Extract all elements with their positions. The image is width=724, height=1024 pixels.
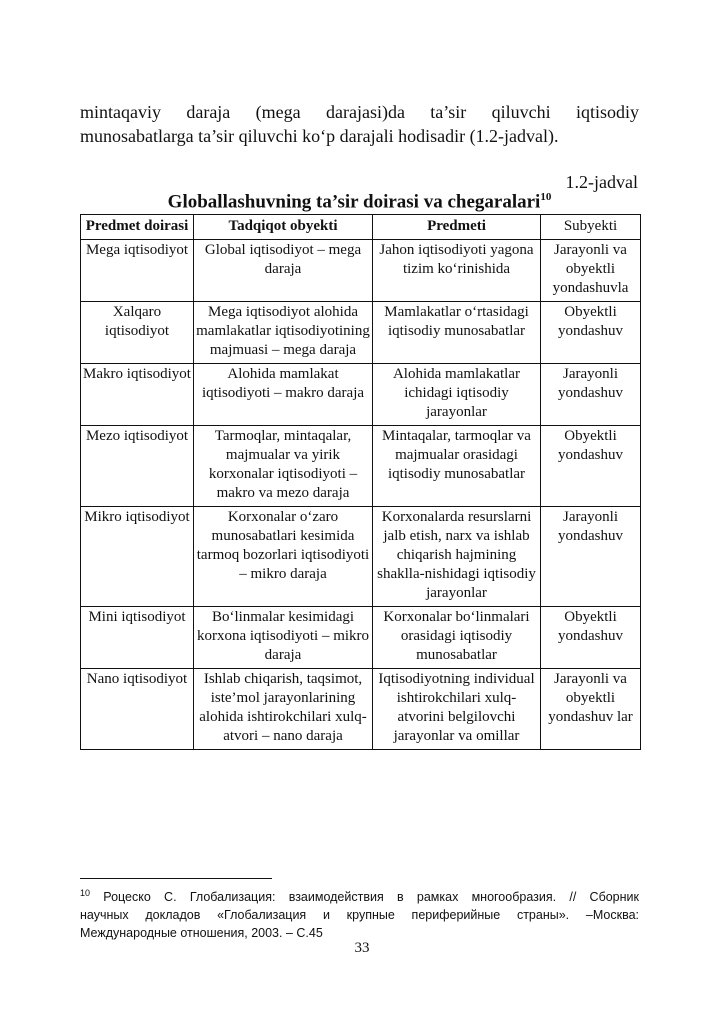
table-cell: Ishlab chiqarish, taqsimot, iste’mol jarayonlarining alohida ishtirokchilari xulq- atvori – nano daraja	[194, 669, 373, 750]
footnote-line-3: Международные отношения, 2003. – С.45	[80, 926, 323, 941]
table-cell: Tarmoqlar, mintaqalar, majmualar va yirik korxonalar iqtisodiyoti – makro va mezo daraja	[194, 426, 373, 507]
table-cell: Mamlakatlar o‘rtasidagi iqtisodiy munosabatlar	[373, 302, 541, 364]
table-cell: Korxonalar o‘zaro munosabatlari kesimida tarmoq bozorlari iqtisodiyoti – mikro daraja	[194, 507, 373, 607]
intro-line-2: munosabatlarga ta’sir qiluvchi ko‘p darajali hodisadir (1.2-jadval).	[80, 126, 559, 146]
table-cell: Obyektli yondashuv	[541, 302, 641, 364]
table-title-text: Globallashuvning ta’sir doirasi va chegaralari	[167, 191, 541, 213]
table-cell: Jarayonli va obyektli yondashuvla	[541, 240, 641, 302]
table-cell: Mintaqalar, tarmoqlar va majmualar orasidagi iqtisodiy munosabatlar	[373, 426, 541, 507]
footnote	[80, 884, 639, 942]
header-cell: Predmet doirasi	[81, 215, 194, 240]
table-cell: Xalqaro iqtisodiyot	[81, 302, 194, 364]
intro-line-1: mintaqaviy daraja (mega darajasi)da ta’sir qiluvchi iqtisodiy	[80, 102, 639, 122]
table-cell: Makro iqtisodiyot	[81, 364, 194, 426]
table-row	[81, 426, 641, 507]
table-row	[81, 669, 641, 750]
table-title-footnote-ref: 10	[540, 191, 552, 203]
table-cell: Alohida mamlakatlar ichidagi iqtisodiy jarayonlar	[373, 364, 541, 426]
globalization-table	[80, 214, 641, 750]
table-row	[81, 240, 641, 302]
header-cell: Predmeti	[373, 215, 541, 240]
table-cell: Mezo iqtisodiyot	[81, 426, 194, 507]
header-cell: Subyekti	[541, 215, 641, 240]
table-cell: Jarayonli yondashuv	[541, 507, 641, 607]
table-row	[81, 364, 641, 426]
page-number: 33	[354, 940, 370, 956]
table-row	[81, 507, 641, 607]
footnote-line-2: научных докладов «Глобализация и крупные периферийные страны». –Москва:	[80, 908, 639, 923]
table-header-row	[81, 215, 641, 240]
table-cell: Obyektli yondashuv	[541, 426, 641, 507]
table-cell: Mini iqtisodiyot	[81, 607, 194, 669]
table-number: 1.2-jadval	[565, 172, 638, 192]
table-row	[81, 302, 641, 364]
table-title	[80, 191, 639, 213]
footnote-line-1-text: Роцеско С. Глобализация: взаимодействия в рамках многообразия. // Сборник	[103, 890, 639, 905]
table-cell: Mikro iqtisodiyot	[81, 507, 194, 607]
footnote-ref: 10	[80, 888, 91, 898]
table-cell: Mega iqtisodiyot	[81, 240, 194, 302]
footnote-divider	[80, 878, 272, 879]
footnote-line-1	[80, 884, 639, 906]
table-cell: Bo‘linmalar kesimidagi korxona iqtisodiyoti – mikro daraja	[194, 607, 373, 669]
table-cell: Nano iqtisodiyot	[81, 669, 194, 750]
table-cell: Korxonalar bo‘linmalari orasidagi iqtisodiy munosabatlar	[373, 607, 541, 669]
table-cell: Iqtisodiyotning individual ishtirokchilari xulq-atvorini belgilovchi jarayonlar va omillar	[373, 669, 541, 750]
table-cell: Mega iqtisodiyot alohida mamlakatlar iqtisodiyotining majmuasi – mega daraja	[194, 302, 373, 364]
table-cell: Jarayonli yondashuv	[541, 364, 641, 426]
table-cell: Obyektli yondashuv	[541, 607, 641, 669]
table-cell: Alohida mamlakat iqtisodiyoti – makro daraja	[194, 364, 373, 426]
table-row	[81, 607, 641, 669]
table-cell: Korxonalarda resurslarni jalb etish, narx va ishlab chiqarish hajmining shaklla-nishidagi iqtisodiy jarayonlar	[373, 507, 541, 607]
intro-paragraph	[80, 100, 639, 148]
header-cell: Tadqiqot obyekti	[194, 215, 373, 240]
table-cell: Jahon iqtisodiyoti yagona tizim ko‘rinishida	[373, 240, 541, 302]
table-cell: Global iqtisodiyot – mega daraja	[194, 240, 373, 302]
table-cell: Jarayonli va obyektli yondashuv lar	[541, 669, 641, 750]
